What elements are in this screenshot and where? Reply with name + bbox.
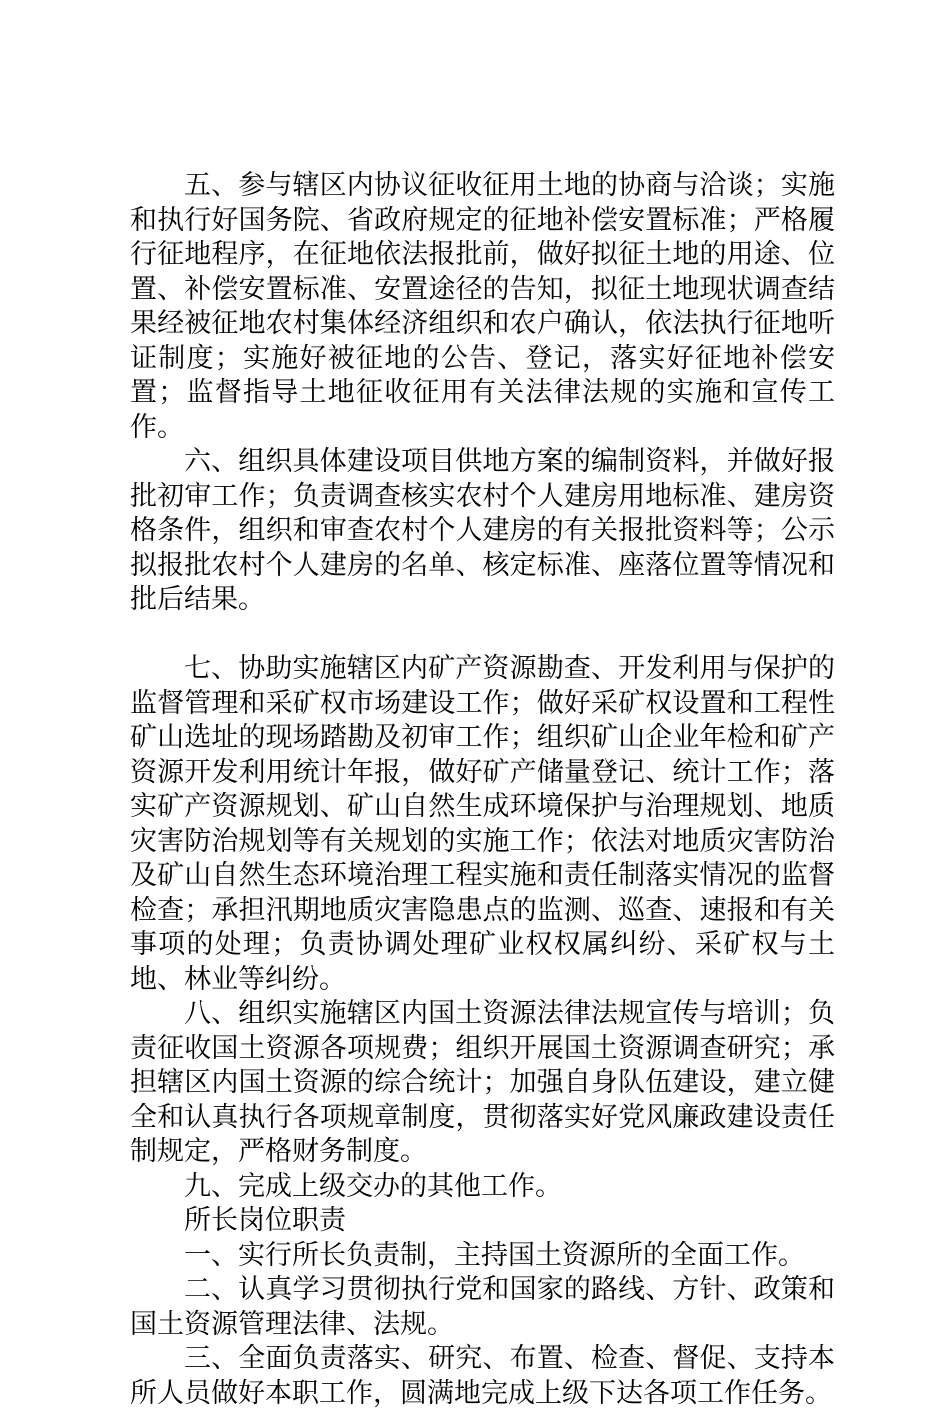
paragraph-item-7: 七、协助实施辖区内矿产资源勘查、开发利用与保护的监督管理和采矿权市场建设工作；做好采矿权设置和工程性矿山选址的现场踏勘及初审工作；组织矿山企业年检和矿产资源开发利用统计年报，做好矿产储量登记、统计工作；落实矿产资源规划、矿山自然生成环境保护与治理规划、地质灾害防治规划等有关规划的实施工作；依法对地质灾害防治及矿山自然生态环境治理工程实施和责任制落实情况的监督检查；承担汛期地质灾害隐患点的监测、巡查、速报和有关事项的处理；负责协调处理矿业权权属纠纷、采矿权与土地、林业等纠纷。 (130, 653, 835, 995)
document-page (130, 169, 835, 1411)
paragraph-item-6: 六、组织具体建设项目供地方案的编制资料，并做好报批初审工作；负责调查核实农村个人建房用地标准、建房资格条件，组织和审查农村个人建房的有关报批资料等；公示拟报批农村个人建房的名单、核定标准、座落位置等情况和批后结果。 (130, 446, 835, 615)
paragraph-spacer (130, 618, 835, 653)
paragraph-item-8: 八、组织实施辖区内国土资源法律法规宣传与培训；负责征收国土资源各项规费；组织开展国土资源调查研究；承担辖区内国土资源的综合统计；加强自身队伍建设，建立健全和认真执行各项规章制度，贯彻落实好党风廉政建设责任制规定，严格财务制度。 (130, 998, 835, 1167)
paragraph-item-5: 五、参与辖区内协议征收征用土地的协商与洽谈；实施和执行好国务院、省政府规定的征地补偿安置标准；严格履行征地程序，在征地依法报批前，做好拟征土地的用途、位置、补偿安置标准、安置途径的告知，拟征土地现状调查结果经被征地农村集体经济组织和农户确认，依法执行征地听证制度；实施好被征地的公告、登记，落实好征地补偿安置；监督指导土地征收征用有关法律法规的实施和宣传工作。 (130, 170, 835, 443)
duty-item-2: 二、认真学习贯彻执行党和国家的路线、方针、政策和国土资源管理法律、法规。 (130, 1274, 835, 1340)
paragraph-item-9: 九、完成上级交办的其他工作。 (184, 1170, 562, 1202)
duty-item-3: 三、全面负责落实、研究、布置、检查、督促、支持本所人员做好本职工作，圆满地完成上级下达各项工作任务。 (130, 1343, 835, 1409)
section-heading-director-duties: 所长岗位职责 (184, 1205, 346, 1236)
duty-item-1: 一、实行所长负责制，主持国土资源所的全面工作。 (184, 1239, 805, 1271)
